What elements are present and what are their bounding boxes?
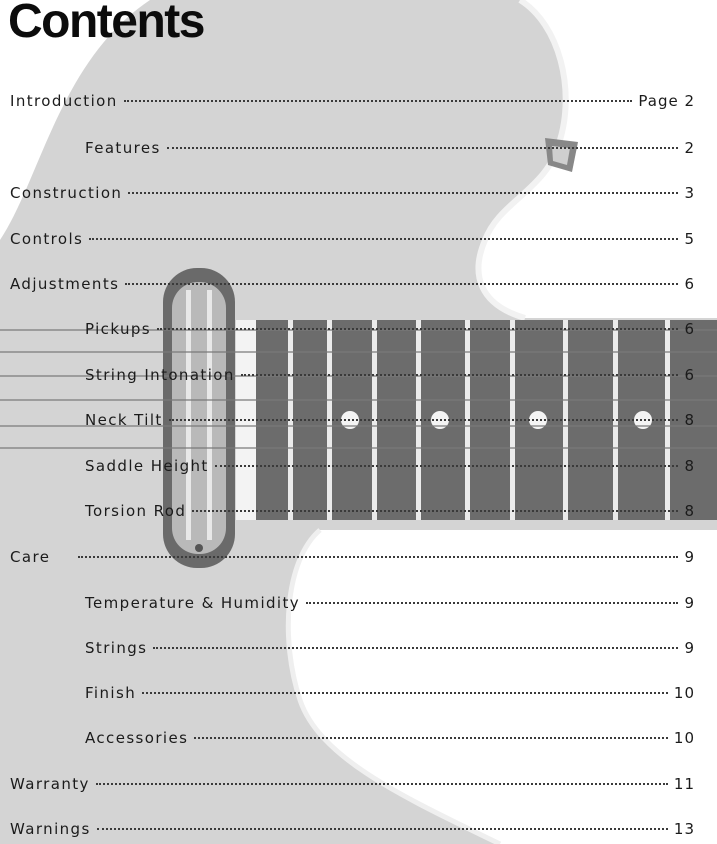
toc-entry-adjustments (10, 275, 695, 297)
toc-label: Warnings (10, 820, 91, 838)
toc-page-number: 8 (684, 502, 695, 520)
toc-page-number: 6 (684, 320, 695, 338)
toc-page-number: 8 (684, 457, 695, 475)
dot-leader (194, 737, 668, 739)
toc-page-number: 10 (673, 684, 695, 702)
toc-label: Pickups (85, 320, 151, 338)
toc-entry-pickups (85, 320, 695, 342)
dot-leader (153, 647, 678, 649)
toc-page-number: 5 (684, 230, 695, 248)
dot-leader (169, 419, 679, 421)
toc-entry-features (85, 139, 695, 161)
toc-page-number: 13 (673, 820, 695, 838)
toc-entry-controls (10, 230, 695, 252)
toc-entry-neck-tilt (85, 411, 695, 433)
toc-entry-saddle-height (85, 457, 695, 479)
toc-entry-construction (10, 184, 695, 206)
toc-label: Care (10, 548, 51, 566)
toc-label: Strings (85, 639, 148, 657)
dot-leader (241, 374, 679, 376)
dot-leader (96, 783, 668, 785)
toc-entry-warranty (10, 775, 695, 797)
dot-leader (89, 238, 678, 240)
toc-page-number: 3 (684, 184, 695, 202)
dot-leader (97, 828, 668, 830)
toc-page-number: 9 (684, 594, 695, 612)
dot-leader (78, 556, 678, 558)
toc-page-number: 8 (684, 411, 695, 429)
toc-page-number: 6 (684, 275, 695, 293)
toc-label: Neck Tilt (85, 411, 163, 429)
toc-entry-strings (85, 639, 695, 661)
dot-leader (125, 283, 678, 285)
toc-entry-introduction (10, 92, 695, 114)
dot-leader (124, 100, 633, 102)
dot-leader (128, 192, 678, 194)
dot-leader (215, 465, 679, 467)
toc-label: Accessories (85, 729, 189, 747)
toc-label: String Intonation (85, 366, 235, 384)
dot-leader (167, 147, 679, 149)
toc-label: Construction (10, 184, 123, 202)
toc-entry-accessories (85, 729, 695, 751)
dot-leader (157, 328, 678, 330)
dot-leader (142, 692, 668, 694)
toc-entry-temperature-humidity (85, 594, 695, 616)
dot-leader (306, 602, 678, 604)
toc-label: Temperature & Humidity (85, 594, 301, 612)
toc-label: Controls (10, 230, 84, 248)
toc-label: Saddle Height (85, 457, 209, 475)
toc-entry-string-intonation (85, 366, 695, 388)
toc-page-number: 10 (673, 729, 695, 747)
toc-label: Torsion Rod (85, 502, 187, 520)
toc-entry-finish (85, 684, 695, 706)
toc-page-number: 11 (673, 775, 695, 793)
toc-label: Adjustments (10, 275, 120, 293)
toc-label: Finish (85, 684, 137, 702)
toc-label: Features (85, 139, 161, 157)
toc-page-number: 9 (684, 639, 695, 657)
toc-label: Introduction (10, 92, 118, 110)
toc-label: Warranty (10, 775, 90, 793)
toc-page-number: 9 (684, 548, 695, 566)
toc-page-number: 6 (684, 366, 695, 384)
toc-entry-care (10, 548, 695, 570)
page-title: Contents (8, 0, 204, 48)
dot-leader (192, 510, 678, 512)
toc-page-number: Page 2 (638, 92, 695, 110)
toc-entry-warnings (10, 820, 695, 842)
toc-entry-torsion-rod (85, 502, 695, 524)
toc-page-number: 2 (684, 139, 695, 157)
